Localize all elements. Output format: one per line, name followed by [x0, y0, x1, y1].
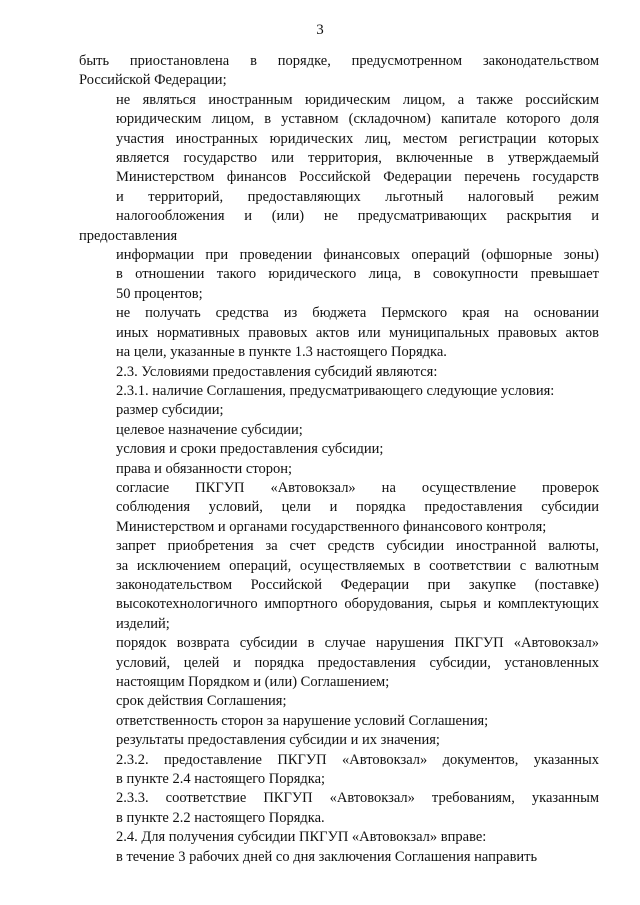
paragraph	[79, 460, 599, 479]
text-line: иных нормативных правовых актов или муниципальных правовых актов	[116, 324, 599, 341]
text-line: изделий;	[116, 615, 170, 632]
text-line: Министерством и органами государственного финансового контроля;	[116, 518, 547, 535]
text-line: участия иностранных юридических лиц, местом регистрации которых	[116, 130, 599, 147]
page-number: 3	[316, 22, 324, 38]
paragraph	[79, 848, 599, 867]
text-line: не получать средства из бюджета Пермского края на основании	[116, 305, 599, 322]
text-line: высокотехнологичного импортного оборудования, сырья и комплектующих	[116, 596, 599, 613]
document-body	[79, 52, 599, 867]
text-line: является государство или территория, включенные в утверждаемый	[116, 150, 599, 167]
text-line: размер субсидии;	[116, 402, 224, 419]
text-line: условий, целей и порядка предоставления субсидии, установленных	[116, 654, 599, 671]
text-line: информации при проведении финансовых операций (офшорные зоны)	[116, 247, 599, 264]
paragraph	[79, 401, 599, 420]
text-line: юридическим лицом, в уставном (складочном) капитале которого доля	[116, 111, 599, 128]
paragraph	[79, 440, 599, 459]
text-line: в пункте 2.4 настоящего Порядка;	[116, 771, 326, 788]
text-line: порядок возврата субсидии в случае нарушения ПКГУП «Автовокзал»	[116, 635, 599, 652]
text-line: налогообложения и (или) не предусматривающих раскрытия и предоставления	[79, 208, 599, 244]
paragraph	[79, 634, 599, 692]
paragraph	[79, 751, 599, 790]
paragraph	[79, 91, 599, 304]
text-line: законодательством Российской Федерации при закупке (поставке)	[116, 576, 599, 593]
text-line: настоящим Порядком и (или) Соглашением;	[116, 674, 390, 690]
text-line: за исключением операций, осуществляемых в соответствии с валютным	[116, 557, 599, 574]
text-line: не являться иностранным юридическим лицом, а также российским	[116, 91, 599, 108]
paragraph	[79, 789, 599, 828]
paragraph	[79, 421, 599, 440]
paragraph	[79, 382, 599, 401]
paragraph	[79, 479, 599, 537]
text-line: в течение 3 рабочих дней со дня заключения Соглашения направить	[116, 848, 538, 865]
text-line: соблюдения условий, цели и порядка предоставления субсидии	[116, 499, 599, 516]
paragraph	[79, 731, 599, 750]
text-line: срок действия Соглашения;	[116, 693, 287, 710]
text-line: права и обязанности сторон;	[116, 460, 293, 477]
text-line: и территорий, предоставляющих льготный налоговый режим	[116, 188, 599, 205]
text-line: быть приостановлена в порядке, предусмотренном законодательством	[79, 53, 599, 69]
text-line: согласие ПКГУП «Автовокзал» на осуществление проверок	[116, 479, 599, 496]
text-line: целевое назначение субсидии;	[116, 421, 303, 438]
text-line: запрет приобретения за счет средств субсидии иностранной валюты,	[116, 538, 599, 555]
text-line: в пункте 2.2 настоящего Порядка.	[116, 809, 325, 826]
text-line: Министерством финансов Российской Федерации перечень государств	[116, 169, 599, 186]
paragraph	[79, 363, 599, 382]
paragraph	[79, 52, 599, 91]
paragraph	[79, 692, 599, 711]
text-line: 2.3.1. наличие Соглашения, предусматривающего следующие условия:	[116, 382, 555, 399]
text-line: 2.3.2. предоставление ПКГУП «Автовокзал» документов, указанных	[116, 751, 599, 768]
text-line: результаты предоставления субсидии и их значения;	[116, 732, 440, 749]
text-line: 2.4. Для получения субсидии ПКГУП «Автовокзал» вправе:	[116, 829, 487, 846]
text-line: в отношении такого юридического лица, в совокупности превышает	[116, 266, 599, 283]
paragraph	[79, 304, 599, 362]
paragraph	[79, 537, 599, 634]
text-line: 2.3. Условиями предоставления субсидий являются:	[116, 363, 438, 380]
text-line: 50 процентов;	[116, 285, 203, 302]
paragraph	[79, 828, 599, 847]
text-line: ответственность сторон за нарушение условий Соглашения;	[116, 712, 489, 729]
text-line: Российской Федерации;	[79, 72, 227, 89]
text-line: условия и сроки предоставления субсидии;	[116, 441, 384, 458]
text-line: 2.3.3. соответствие ПКГУП «Автовокзал» требованиям, указанным	[116, 790, 599, 807]
text-line: на цели, указанные в пункте 1.3 настоящего Порядка.	[116, 344, 447, 361]
paragraph	[79, 712, 599, 731]
